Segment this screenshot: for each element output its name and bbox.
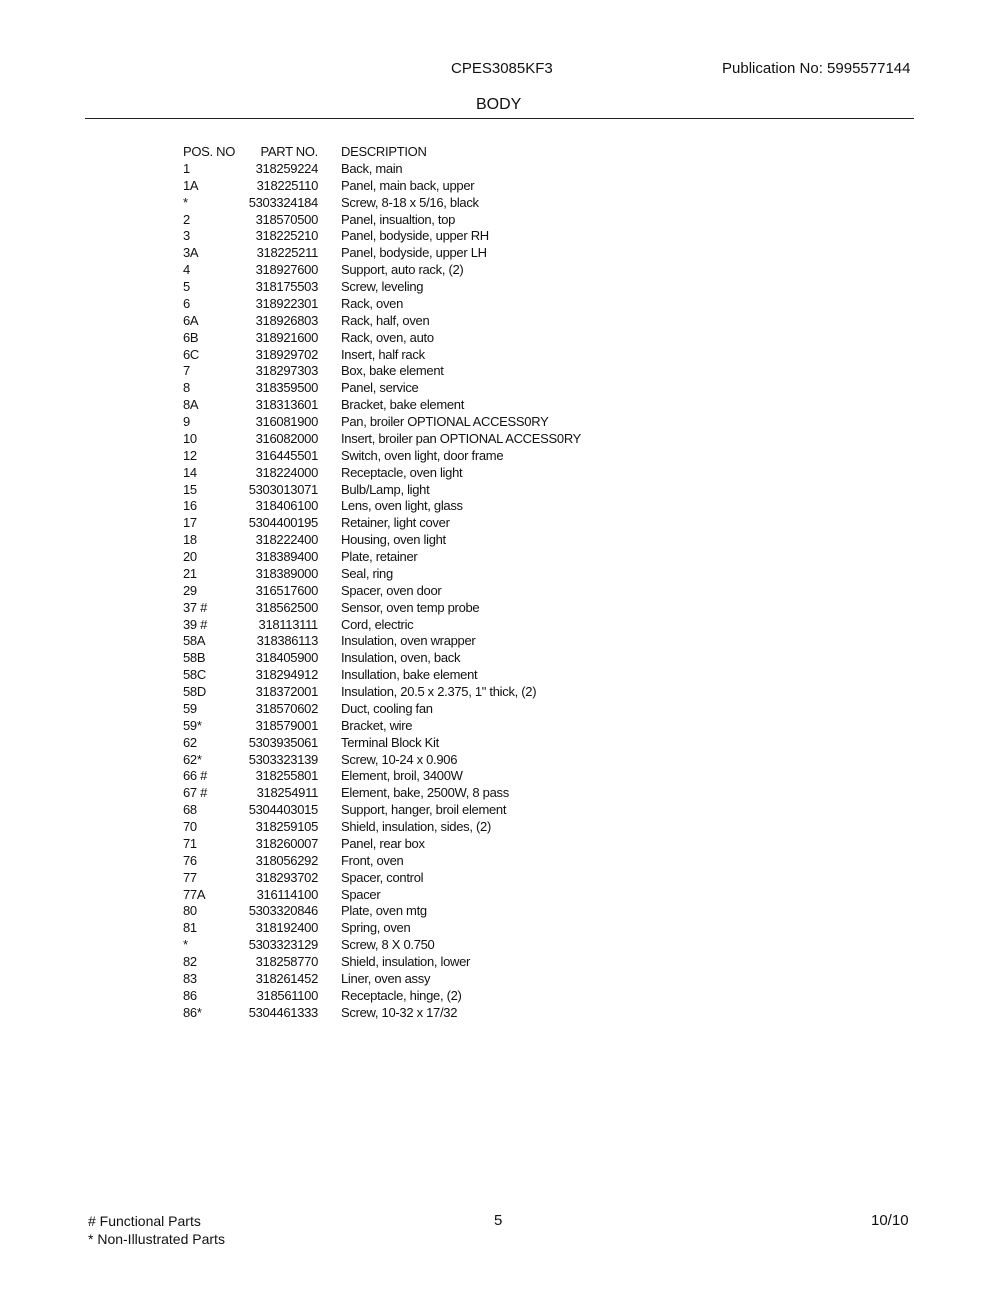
pos-cell: 83 bbox=[183, 970, 197, 986]
pos-cell: 10 bbox=[183, 430, 197, 446]
pos-cell: 16 bbox=[183, 498, 197, 514]
pos-cell: 77 bbox=[183, 869, 197, 885]
pos-cell: 86* bbox=[183, 1004, 202, 1020]
table-row bbox=[0, 498, 1000, 515]
description-cell: Shield, insulation, sides, (2) bbox=[341, 819, 491, 834]
description-cell: Plate, retainer bbox=[341, 549, 418, 564]
pos-cell: 66 # bbox=[183, 768, 208, 784]
part-number-cell: 318922301 bbox=[255, 295, 318, 311]
pos-cell: 14 bbox=[183, 464, 197, 480]
description-cell: Bracket, wire bbox=[341, 717, 413, 733]
table-row bbox=[0, 363, 1000, 380]
pos-cell: 6A bbox=[183, 312, 199, 328]
table-row bbox=[0, 245, 1000, 262]
table-row bbox=[0, 431, 1000, 448]
table-row bbox=[0, 228, 1000, 245]
table-row bbox=[0, 937, 1000, 954]
part-number-cell: 318297303 bbox=[255, 363, 318, 379]
part-number-cell: 318562500 bbox=[255, 599, 318, 615]
description-cell: Panel, rear box bbox=[341, 835, 425, 851]
table-row bbox=[0, 768, 1000, 785]
table-row bbox=[0, 279, 1000, 296]
parts-table bbox=[0, 144, 1000, 1022]
pos-cell: 70 bbox=[183, 819, 197, 834]
description-cell: Spacer, control bbox=[341, 869, 424, 885]
pos-cell: 76 bbox=[183, 852, 197, 868]
model-number: CPES3085KF3 bbox=[451, 60, 553, 77]
part-number-cell: 318260007 bbox=[255, 835, 318, 851]
part-number-cell: 318225211 bbox=[256, 245, 318, 261]
pos-cell: 6B bbox=[183, 329, 199, 345]
description-cell: Terminal Block Kit bbox=[341, 734, 439, 750]
description-cell: Plate, oven mtg bbox=[341, 903, 427, 919]
table-row bbox=[0, 330, 1000, 347]
table-row bbox=[0, 549, 1000, 566]
part-number-cell: 318570500 bbox=[255, 211, 318, 227]
part-number-cell: 318259105 bbox=[255, 819, 318, 834]
table-row bbox=[0, 515, 1000, 532]
table-header-row bbox=[0, 144, 1000, 161]
page-number: 5 bbox=[494, 1212, 503, 1229]
pos-cell: 12 bbox=[183, 447, 197, 463]
description-cell: Sensor, oven temp probe bbox=[341, 599, 480, 615]
part-number-cell: 318225210 bbox=[255, 228, 318, 244]
part-number-cell: 318405900 bbox=[255, 650, 318, 666]
description-cell: Rack, oven bbox=[341, 295, 404, 311]
publication-number: Publication No: 5995577144 bbox=[722, 60, 911, 77]
table-row bbox=[0, 633, 1000, 650]
part-number-cell: 318259224 bbox=[255, 160, 318, 176]
part-number-cell: 318570602 bbox=[255, 700, 318, 716]
table-row bbox=[0, 802, 1000, 819]
part-number-cell: 318926803 bbox=[255, 312, 318, 328]
description-cell: Lens, oven light, glass bbox=[341, 498, 463, 514]
description-cell: Bulb/Lamp, light bbox=[341, 481, 430, 497]
description-cell: Insullation, bake element bbox=[341, 667, 478, 683]
part-number-cell: 316082000 bbox=[255, 430, 318, 446]
table-row bbox=[0, 718, 1000, 735]
part-number-cell: 318192400 bbox=[255, 920, 318, 936]
description-cell: Receptacle, oven light bbox=[341, 464, 463, 480]
table-row bbox=[0, 380, 1000, 397]
pos-cell: 7 bbox=[183, 363, 190, 379]
table-row bbox=[0, 752, 1000, 769]
table-row bbox=[0, 347, 1000, 364]
table-row bbox=[0, 650, 1000, 667]
pos-cell: 8 bbox=[183, 380, 190, 396]
table-body bbox=[0, 161, 1000, 1022]
part-number-cell: 318359500 bbox=[255, 380, 318, 396]
part-number-cell: 318406100 bbox=[255, 498, 318, 514]
part-number-cell: 5303324184 bbox=[248, 194, 318, 210]
pos-cell: 29 bbox=[183, 582, 197, 598]
pos-cell: 62 bbox=[183, 734, 197, 750]
header-divider bbox=[85, 118, 914, 119]
table-row bbox=[0, 178, 1000, 195]
description-cell: Element, bake, 2500W, 8 pass bbox=[341, 785, 509, 801]
table-row bbox=[0, 161, 1000, 178]
part-number-cell: 318224000 bbox=[255, 464, 318, 480]
pos-cell: 1 bbox=[183, 160, 190, 176]
pos-cell: 68 bbox=[183, 802, 197, 818]
description-cell: Shield, insulation, lower bbox=[341, 954, 471, 969]
description-cell: Insulation, oven wrapper bbox=[341, 633, 476, 649]
table-row bbox=[0, 1005, 1000, 1022]
part-number-cell: 318389400 bbox=[255, 549, 318, 564]
description-cell: Screw, 8 X 0.750 bbox=[341, 937, 435, 953]
table-row bbox=[0, 212, 1000, 229]
pos-cell: 5 bbox=[183, 279, 190, 294]
pos-cell: 59* bbox=[183, 717, 202, 733]
table-row bbox=[0, 566, 1000, 583]
pos-cell: 81 bbox=[183, 920, 197, 936]
table-row bbox=[0, 785, 1000, 802]
description-cell: Liner, oven assy bbox=[341, 970, 431, 986]
part-number-cell: 5304461333 bbox=[248, 1004, 318, 1020]
part-number-cell: 318927600 bbox=[255, 262, 318, 278]
part-number-cell: 318225110 bbox=[256, 177, 318, 193]
part-number-cell: 318293702 bbox=[255, 869, 318, 885]
pos-cell: 58A bbox=[183, 633, 206, 649]
pos-cell: 17 bbox=[183, 515, 197, 531]
description-cell: Panel, insualtion, top bbox=[341, 211, 456, 227]
table-row bbox=[0, 397, 1000, 414]
description-cell: Panel, bodyside, upper RH bbox=[341, 228, 489, 244]
pos-cell: 2 bbox=[183, 211, 190, 227]
section-title: BODY bbox=[476, 96, 522, 113]
column-header-part-no: PART NO. bbox=[260, 144, 318, 159]
part-number-cell: 5303935061 bbox=[248, 734, 318, 750]
pos-cell: 71 bbox=[183, 835, 197, 851]
description-cell: Back, main bbox=[341, 160, 403, 176]
description-cell: Screw, 8-18 x 5/16, black bbox=[341, 194, 479, 210]
pos-cell: 58D bbox=[183, 684, 206, 699]
pos-cell: 67 # bbox=[183, 785, 208, 801]
pos-cell: 86 bbox=[183, 987, 197, 1003]
pos-cell: 77A bbox=[183, 886, 206, 902]
pos-cell: 3 bbox=[183, 228, 190, 244]
part-number-cell: 318113111 bbox=[258, 616, 318, 632]
table-row bbox=[0, 836, 1000, 853]
description-cell: Bracket, bake element bbox=[341, 397, 465, 413]
legend-functional-parts: # Functional Parts bbox=[88, 1213, 201, 1229]
table-row bbox=[0, 920, 1000, 937]
description-cell: Panel, bodyside, upper LH bbox=[341, 245, 487, 261]
pos-cell: 6C bbox=[183, 346, 200, 362]
column-header-pos-no: POS. NO bbox=[183, 144, 236, 159]
table-row bbox=[0, 482, 1000, 499]
pos-cell: 39 # bbox=[183, 616, 208, 632]
table-row bbox=[0, 870, 1000, 887]
pos-cell: 58C bbox=[183, 667, 206, 683]
revision-date: 10/10 bbox=[871, 1212, 909, 1229]
description-cell: Screw, leveling bbox=[341, 279, 424, 294]
description-cell: Cord, electric bbox=[341, 616, 414, 632]
pos-cell: 6 bbox=[183, 295, 190, 311]
table-row bbox=[0, 887, 1000, 904]
part-number-cell: 318921600 bbox=[255, 329, 318, 345]
part-number-cell: 316114100 bbox=[256, 886, 318, 902]
pos-cell: 3A bbox=[183, 245, 199, 261]
pos-cell: 15 bbox=[183, 481, 197, 497]
pos-cell: 4 bbox=[183, 262, 190, 278]
description-cell: Duct, cooling fan bbox=[341, 700, 433, 716]
pos-cell: 18 bbox=[183, 532, 197, 548]
pos-cell: 8A bbox=[183, 397, 199, 413]
table-row bbox=[0, 262, 1000, 279]
table-row bbox=[0, 988, 1000, 1005]
table-row bbox=[0, 617, 1000, 634]
part-number-cell: 316517600 bbox=[255, 582, 318, 598]
table-row bbox=[0, 903, 1000, 920]
table-row bbox=[0, 296, 1000, 313]
part-number-cell: 316081900 bbox=[255, 414, 318, 429]
pos-cell: 20 bbox=[183, 549, 197, 564]
description-cell: Insulation, oven, back bbox=[341, 650, 461, 666]
description-cell: Retainer, light cover bbox=[341, 515, 450, 531]
description-cell: Spacer bbox=[341, 886, 381, 902]
pos-cell: 9 bbox=[183, 414, 190, 429]
table-row bbox=[0, 465, 1000, 482]
description-cell: Insulation, 20.5 x 2.375, 1" thick, (2) bbox=[341, 684, 537, 699]
table-row bbox=[0, 971, 1000, 988]
pos-cell: * bbox=[183, 937, 188, 953]
description-cell: Pan, broiler OPTIONAL ACCESS0RY bbox=[341, 414, 549, 429]
table-row bbox=[0, 313, 1000, 330]
part-number-cell: 5304403015 bbox=[248, 802, 318, 818]
pos-cell: 62* bbox=[183, 751, 202, 767]
description-cell: Support, hanger, broil element bbox=[341, 802, 507, 818]
part-number-cell: 5303013071 bbox=[248, 481, 318, 497]
table-row bbox=[0, 583, 1000, 600]
description-cell: Housing, oven light bbox=[341, 532, 446, 548]
part-number-cell: 318258770 bbox=[255, 954, 318, 969]
table-row bbox=[0, 735, 1000, 752]
part-number-cell: 318386113 bbox=[256, 633, 318, 649]
description-cell: Front, oven bbox=[341, 852, 404, 868]
table-row bbox=[0, 701, 1000, 718]
part-number-cell: 318056292 bbox=[255, 852, 318, 868]
description-cell: Seal, ring bbox=[341, 565, 393, 581]
description-cell: Switch, oven light, door frame bbox=[341, 447, 504, 463]
description-cell: Spacer, oven door bbox=[341, 582, 442, 598]
part-number-cell: 318255801 bbox=[255, 768, 318, 784]
legend-non-illustrated-parts: * Non-Illustrated Parts bbox=[88, 1231, 225, 1247]
table-row bbox=[0, 819, 1000, 836]
pos-cell: 58B bbox=[183, 650, 206, 666]
description-cell: Panel, main back, upper bbox=[341, 177, 475, 193]
description-cell: Receptacle, hinge, (2) bbox=[341, 987, 462, 1003]
column-header-description: DESCRIPTION bbox=[341, 144, 427, 159]
part-number-cell: 5304400195 bbox=[248, 515, 318, 531]
pos-cell: * bbox=[183, 194, 188, 210]
part-number-cell: 5303323129 bbox=[248, 937, 318, 953]
pos-cell: 37 # bbox=[183, 599, 208, 615]
table-row bbox=[0, 414, 1000, 431]
part-number-cell: 318261452 bbox=[255, 970, 318, 986]
description-cell: Spring, oven bbox=[341, 920, 411, 936]
pos-cell: 80 bbox=[183, 903, 197, 919]
part-number-cell: 318389000 bbox=[255, 565, 318, 581]
description-cell: Insert, broiler pan OPTIONAL ACCESS0RY bbox=[341, 430, 582, 446]
part-number-cell: 318175503 bbox=[255, 279, 318, 294]
description-cell: Screw, 10-24 x 0.906 bbox=[341, 751, 458, 767]
pos-cell: 82 bbox=[183, 954, 197, 969]
part-number-cell: 318313601 bbox=[255, 397, 318, 413]
table-row bbox=[0, 954, 1000, 971]
description-cell: Panel, service bbox=[341, 380, 419, 396]
description-cell: Rack, oven, auto bbox=[341, 329, 434, 345]
part-number-cell: 318579001 bbox=[255, 717, 318, 733]
part-number-cell: 318561100 bbox=[256, 987, 318, 1003]
table-row bbox=[0, 853, 1000, 870]
table-row bbox=[0, 600, 1000, 617]
part-number-cell: 318254911 bbox=[256, 785, 318, 801]
description-cell: Element, broil, 3400W bbox=[341, 768, 463, 784]
table-row bbox=[0, 195, 1000, 212]
description-cell: Screw, 10-32 x 17/32 bbox=[341, 1004, 458, 1020]
part-number-cell: 5303323139 bbox=[248, 751, 318, 767]
pos-cell: 1A bbox=[183, 177, 199, 193]
pos-cell: 21 bbox=[183, 565, 197, 581]
table-row bbox=[0, 684, 1000, 701]
table-row bbox=[0, 448, 1000, 465]
table-row bbox=[0, 532, 1000, 549]
part-number-cell: 318294912 bbox=[255, 667, 318, 683]
pos-cell: 59 bbox=[183, 700, 197, 716]
part-number-cell: 318222400 bbox=[255, 532, 318, 548]
part-number-cell: 316445501 bbox=[255, 447, 318, 463]
description-cell: Insert, half rack bbox=[341, 346, 425, 362]
table-row bbox=[0, 667, 1000, 684]
description-cell: Rack, half, oven bbox=[341, 312, 430, 328]
part-number-cell: 5303320846 bbox=[248, 903, 318, 919]
description-cell: Box, bake element bbox=[341, 363, 444, 379]
description-cell: Support, auto rack, (2) bbox=[341, 262, 464, 278]
part-number-cell: 318929702 bbox=[255, 346, 318, 362]
part-number-cell: 318372001 bbox=[255, 684, 318, 699]
